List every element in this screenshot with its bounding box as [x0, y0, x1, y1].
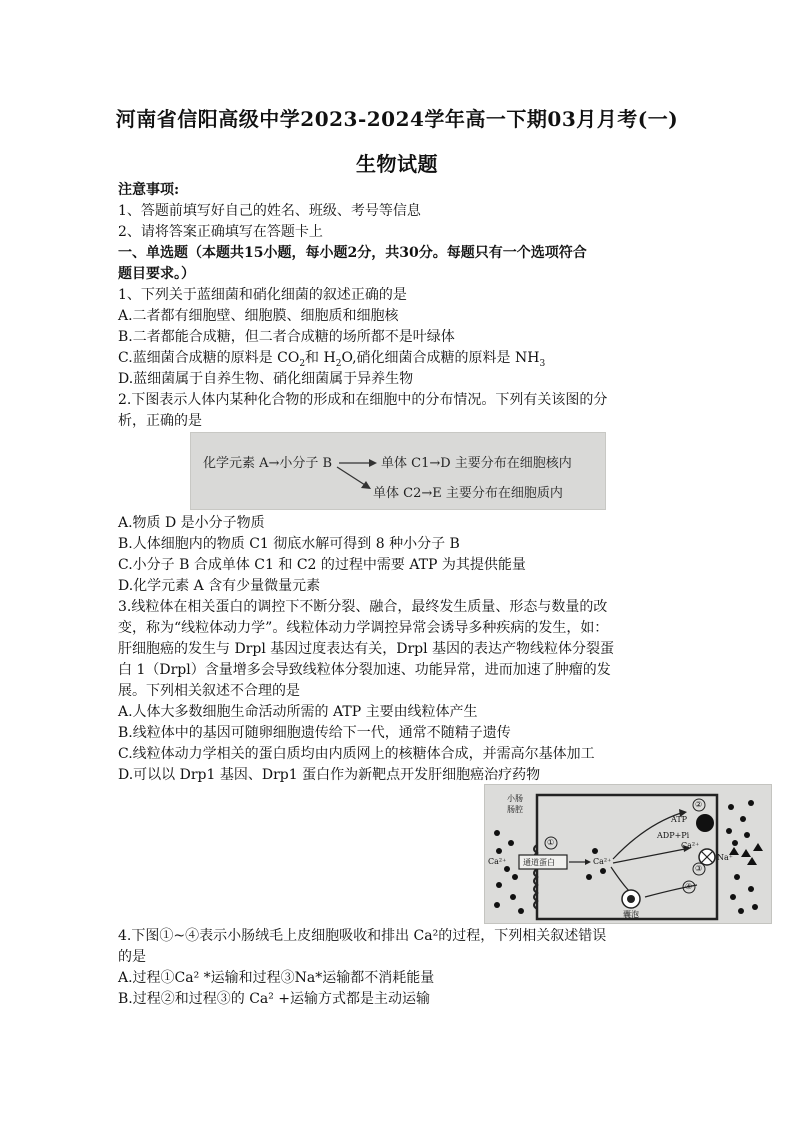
q2-option-a: A.物质 D 是小分子物质	[118, 515, 265, 531]
q1-stem: 1、下列关于蓝细菌和硝化细菌的叙述正确的是	[118, 287, 407, 303]
section-heading: 一、单选题（本题共15小题，每小题2分，共30分。每题只有一个选项符合	[118, 245, 587, 261]
q3-stem-5: 展。下列相关叙述不合理的是	[118, 683, 300, 699]
q1-option-d: D.蓝细菌属于自养生物、硝化细菌属于异养生物	[118, 371, 414, 387]
fig2-na-label: Na⁺	[717, 853, 733, 862]
q1-c-sub2: 2	[335, 358, 342, 369]
fig2-channel-label: 通道蛋白	[523, 858, 555, 867]
q4-stem-cont: 的是	[118, 949, 146, 965]
fig2-ca-label-inside: Ca²⁺	[593, 857, 612, 866]
q3-stem-4: 白 1（Drpl）含量增多会导致线粒体分裂加速、功能异常，进而加速了肿瘤的发	[118, 662, 611, 678]
exam-title: 河南省信阳高级中学2023-2024学年高一下期03月月考(一)	[115, 107, 679, 131]
fig2-lumen-label-2: 肠腔	[507, 805, 523, 814]
q1-c-sub: 2	[299, 358, 306, 369]
q3-stem: 3.线粒体在相关蛋白的调控下不断分裂、融合，最终发生质量、形态与数量的改	[118, 599, 608, 615]
q4-option-b: B.过程②和过程③的 Ca² +运输方式都是主动运输	[118, 991, 431, 1007]
notes-heading: 注意事项:	[118, 182, 180, 198]
fig2-vesicle-label: 囊泡	[623, 910, 639, 919]
q2-figure	[190, 432, 606, 510]
exam-subject: 生物试题	[356, 152, 438, 176]
q4-stem: 4.下图①~④表示小肠绒毛上皮细胞吸收和排出 Ca²的过程，下列相关叙述错误	[118, 928, 607, 944]
note-item-2: 2、请将答案正确填写在答题卡上	[118, 224, 323, 240]
q2-option-c: C.小分子 B 合成单体 C1 和 C2 的过程中需要 ATP 为其提供能量	[118, 557, 526, 573]
q1-c-text: C.蓝细菌合成糖的原料是 CO	[118, 350, 300, 366]
q1-c-sub3: 3	[539, 358, 546, 369]
fig2-atp-label: ATP	[671, 815, 688, 824]
fig2-circle-4: ④	[685, 882, 693, 891]
note-item-1: 1、答题前填写好自己的姓名、班级、考号等信息	[118, 203, 421, 219]
fig1-left-text: 化学元素 A→小分子 B	[203, 456, 333, 471]
q1-c-text3: O,硝化细菌合成糖的原料是 NH	[341, 350, 540, 366]
q4-option-a: A.过程①Ca² *运输和过程③Na*运输都不消耗能量	[118, 970, 435, 986]
fig2-ca-label-exit: Ca²⁺	[681, 841, 700, 850]
q1-option-a: A.二者都有细胞壁、细胞膜、细胞质和细胞核	[118, 308, 399, 324]
fig2-adp-label: ADP+Pi	[657, 831, 690, 840]
q3-option-d: D.可以以 Drp1 基因、Drp1 蛋白作为新靶点开发肝细胞癌治疗药物	[118, 767, 541, 783]
q3-option-a: A.人体大多数细胞生命活动所需的 ATP 主要由线粒体产生	[118, 704, 478, 720]
q4-figure	[484, 784, 772, 924]
fig2-circle-3: ③	[695, 864, 703, 873]
q1-option-c	[118, 348, 545, 368]
q2-option-d: D.化学元素 A 含有少量微量元素	[118, 578, 321, 594]
fig2-circle-1: ①	[547, 838, 555, 847]
section-heading-cont: 题目要求。）	[118, 266, 195, 282]
q1-c-text2: 和 H	[305, 350, 336, 366]
fig1-upper-text: 单体 C1→D 主要分布在细胞核内	[381, 456, 572, 471]
fig1-lower-text: 单体 C2→E 主要分布在细胞质内	[373, 486, 563, 501]
q2-stem-cont: 析，正确的是	[118, 413, 202, 429]
q2-option-b: B.人体细胞内的物质 C1 彻底水解可得到 8 种小分子 B	[118, 536, 460, 552]
fig2-lumen-label-1: 小肠	[507, 794, 523, 803]
q3-stem-2: 变，称为“线粒体动力学”。线粒体动力学调控异常会诱导多种疾病的发生，如：	[118, 620, 609, 636]
q3-stem-3: 肝细胞癌的发生与 Drpl 基因过度表达有关，Drpl 基因的表达产物线粒体分裂蛋	[118, 641, 615, 657]
q3-option-b: B.线粒体中的基因可随卵细胞遗传给下一代，通常不随精子遗传	[118, 725, 511, 741]
q1-option-b: B.二者都能合成糖，但二者合成糖的场所都不是叶绿体	[118, 329, 455, 345]
q3-option-c: C.线粒体动力学相关的蛋白质均由内质网上的核糖体合成，并需高尔基体加工	[118, 746, 595, 762]
q2-stem: 2.下图表示人体内某种化合物的形成和在细胞中的分布情况。下列有关该图的分	[118, 392, 608, 408]
fig2-circle-2: ②	[695, 800, 703, 809]
fig2-ca-label-outside: Ca²⁺	[488, 857, 507, 866]
